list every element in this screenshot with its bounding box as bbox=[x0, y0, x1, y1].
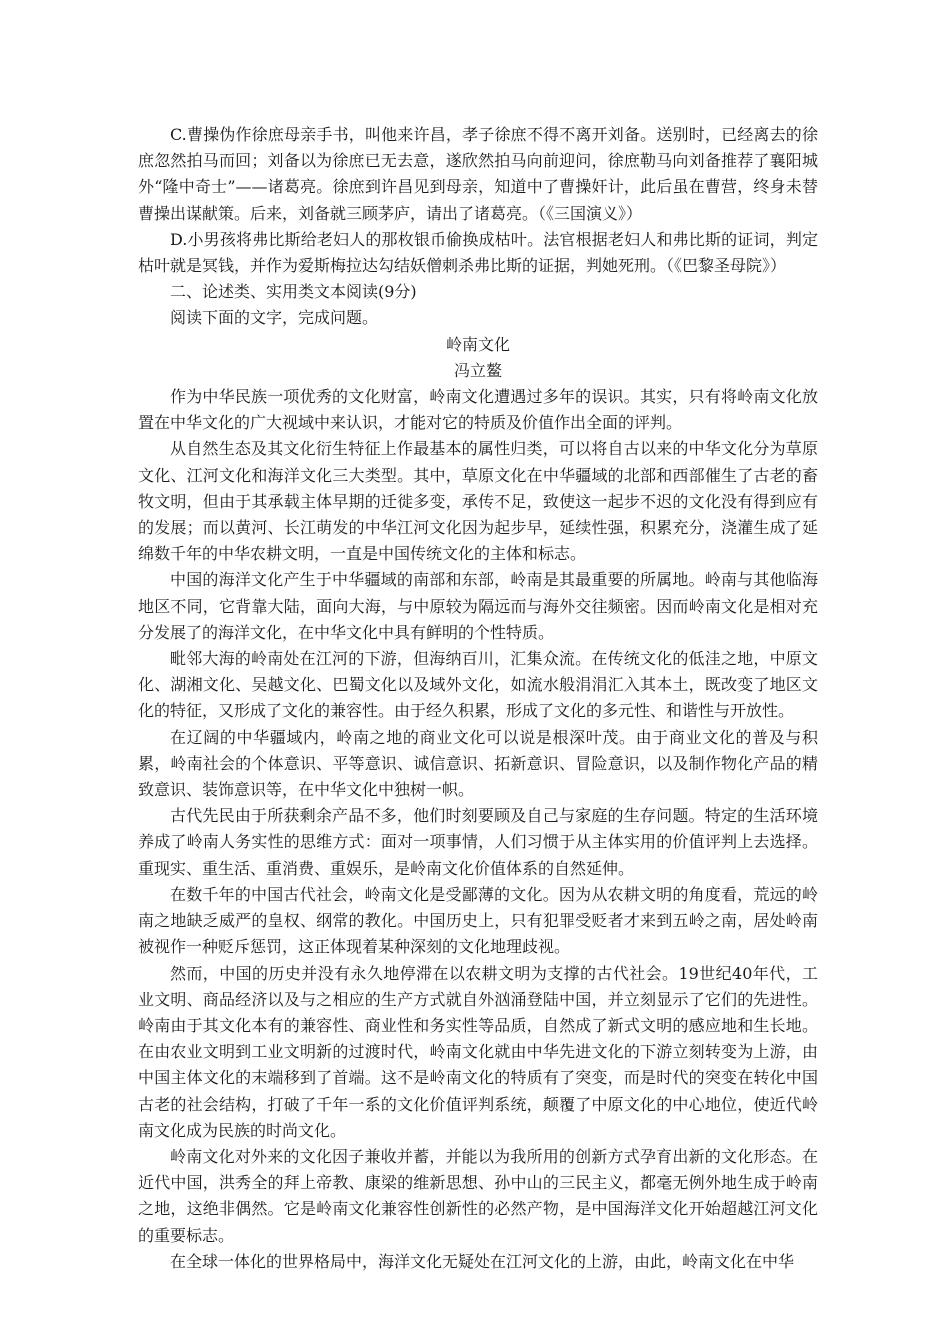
article-paragraph: 岭南文化对外来的文化因子兼收并蓄，并能以为我所用的创新方式孕育出新的文化形态。在近代中国，洪秀全的拜上帝教、康梁的维新思想、孙中山的三民主义，都毫无例外地生成于岭南之地，这绝非偶然。它是岭南文化兼容性创新性的必然产物，是中国海洋文化开始超越江河文化的重要标志。 bbox=[138, 1146, 818, 1245]
document-page bbox=[138, 122, 818, 1275]
section-instruction: 阅读下面的文字，完成问题。 bbox=[170, 308, 379, 328]
article-paragraph: 从自然生态及其文化衍生特征上作最基本的属性归类，可以将自古以来的中华文化分为草原文化、江河文化和海洋文化三大类型。其中，草原文化在中华疆域的北部和西部催生了古老的畜牧文明，但由于其承载主体早期的迁徙多变，承传不足，致使这一起步不迟的文化没有得到应有的发展；而以黄河、长江萌发的中华江河文化因为起步早，延续性强，积累充分，浇灌生成了延绵数千年的中华农耕文明，一直是中国传统文化的主体和标志。 bbox=[138, 439, 818, 564]
option-c: C.曹操伪作徐庶母亲手书，叫他来许昌，孝子徐庶不得不离开刘备。送别时，已经离去的徐庶忽然拍马而回；刘备以为徐庶已无去意，遂欣然拍马向前迎问，徐庶勒马向刘备推荐了襄阳城外“隆中奇士”——诸葛亮。徐庶到许昌见到母亲，知道中了曹操奸计，此后虽在曹营，终身未替曹操出谋献策。后来，刘备就三顾茅庐，请出了诸葛亮。（《三国演义》） bbox=[138, 125, 818, 223]
article-paragraph: 中国的海洋文化产生于中华疆域的南部和东部，岭南是其最重要的所属地。岭南与其他临海地区不同，它背靠大陆，面向大海，与中原较为隔远而与海外交往频密。因而岭南文化是相对充分发展了的海洋文化，在中华文化中具有鲜明的个性特质。 bbox=[138, 570, 818, 642]
article-paragraph: 古代先民由于所获剩余产品不多，他们时刻要顾及自己与家庭的生存问题。特定的生活环境养成了岭南人务实性的思维方式：面对一项事情，人们习惯于从主体实用的价值评判上去选择。重现实、重生活、重消费、重娱乐，是岭南文化价值体系的自然延伸。 bbox=[138, 806, 818, 878]
section-heading: 二、论述类、实用类文本阅读(9分) bbox=[170, 282, 417, 302]
article-title: 岭南文化 bbox=[445, 334, 510, 354]
article-paragraph: 作为中华民族一项优秀的文化财富，岭南文化遭遇过多年的误识。其实，只有将岭南文化放置在中华文化的广大视域中来认识，才能对它的特质及价值作出全面的评判。 bbox=[138, 387, 818, 433]
article-paragraph: 在全球一体化的世界格局中，海洋文化无疑处在江河文化的上游，由此，岭南文化在中华 bbox=[170, 1251, 795, 1271]
article-paragraph: 在辽阔的中华疆域内，岭南之地的商业文化可以说是根深叶茂。由于商业文化的普及与积累，岭南社会的个体意识、平等意识、诚信意识、拓新意识、冒险意识，以及制作物化产品的精致意识、装饰意识等，在中华文化中独树一帜。 bbox=[138, 727, 818, 800]
option-d: D.小男孩将弗比斯给老妇人的那枚银币偷换成枯叶。法官根据老妇人和弗比斯的证词，判定枯叶就是冥钱，并作为爱斯梅拉达勾结妖僧刺杀弗比斯的证据，判她死刑。（《巴黎圣母院》） bbox=[138, 229, 818, 276]
article-paragraph: 毗邻大海的岭南处在江河的下游，但海纳百川，汇集众流。在传统文化的低洼之地，中原文化、湖湘文化、吴越文化、巴蜀文化以及域外文化，如流水般涓涓汇入其本土，既改变了地区文化的特征，又形成了文化的兼容性。由于经久积累，形成了文化的多元性、和谐性与开放性。 bbox=[138, 649, 818, 721]
article-author: 冯立鳌 bbox=[453, 360, 502, 380]
article-paragraph: 然而，中国的历史并没有永久地停滞在以农耕文明为支撑的古代社会。19世纪40年代，工业文明、商品经济以及与之相应的生产方式就自外汹涌登陆中国，并立刻显示了它们的先进性。岭南由于其文化本有的兼容性、商业性和务实性等品质，自然成了新式文明的感应地和生长地。在由农业文明到工业文明新的过渡时代，岭南文化就由中华先进文化的下游立刻转变为上游，由中国主体文化的末端移到了首端。这不是岭南文化的特质有了突变，而是时代的突变在转化中国古老的社会结构，打破了千年一系的文化价值评判系统，颠覆了中原文化的中心地位，使近代岭南文化成为民族的时尚文化。 bbox=[138, 963, 818, 1140]
article-paragraph: 在数千年的中国古代社会，岭南文化是受鄙薄的文化。因为从农耕文明的角度看，荒远的岭南之地缺乏威严的皇权、纲常的教化。中国历史上，只有犯罪受贬者才来到五岭之南，居处岭南被视作一种贬斥惩罚，这正体现着某种深刻的文化地理歧视。 bbox=[138, 884, 818, 957]
